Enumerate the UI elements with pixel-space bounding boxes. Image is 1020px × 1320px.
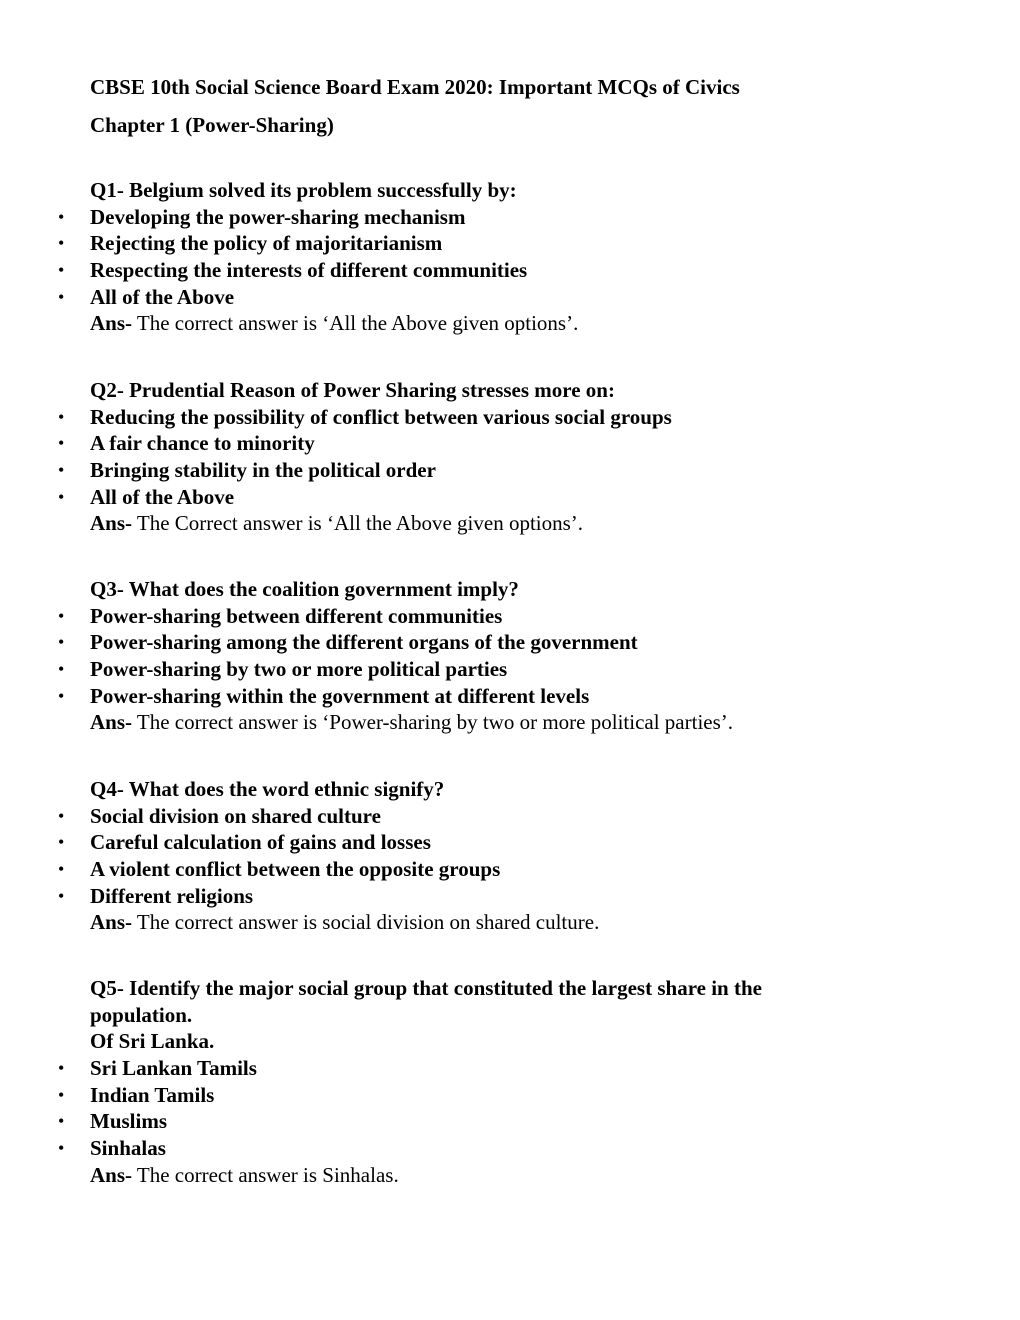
option-text: Power-sharing between different communities	[90, 603, 503, 628]
option-item	[0, 603, 1020, 630]
answer-label: Ans-	[90, 311, 133, 336]
option-item	[0, 1108, 1020, 1135]
question-block	[0, 377, 1020, 537]
bullet-icon: •	[58, 632, 65, 653]
bullet-icon: •	[58, 1084, 65, 1105]
question-text: Of Sri Lanka.	[90, 1029, 215, 1054]
question-text: Q3- What does the coalition government imply?	[90, 577, 519, 601]
option-item	[0, 457, 1020, 484]
option-text: Sri Lankan Tamils	[90, 1056, 257, 1081]
answer-label: Ans-	[90, 710, 133, 735]
bullet-icon: •	[58, 1138, 65, 1159]
option-text: Rejecting the policy of majoritarianism	[90, 231, 443, 256]
question-block	[0, 776, 1020, 936]
option-text: All of the Above	[90, 484, 235, 509]
option-item	[0, 1135, 1020, 1162]
question-block	[0, 177, 1020, 337]
bullet-icon: •	[58, 206, 65, 227]
bullet-icon: •	[58, 685, 65, 706]
answer-text: The correct answer is ‘All the Above given options’.	[132, 311, 579, 336]
question-text: Q2- Prudential Reason of Power Sharing stresses more on:	[90, 378, 615, 402]
option-text: Bringing stability in the political order	[90, 458, 436, 483]
bullet-icon: •	[58, 1058, 65, 1079]
option-text: Reducing the possibility of conflict between various social groups	[90, 404, 672, 429]
option-item	[0, 829, 1020, 856]
answer-label: Ans-	[90, 1162, 133, 1187]
option-text: Power-sharing by two or more political parties	[90, 657, 508, 682]
option-item	[0, 430, 1020, 457]
bullet-icon: •	[58, 460, 65, 481]
option-text: A violent conflict between the opposite groups	[90, 857, 501, 882]
answer-line	[0, 310, 1020, 337]
answer-label: Ans-	[90, 511, 133, 536]
option-item	[0, 656, 1020, 683]
bullet-icon: •	[58, 260, 65, 281]
answer-text: The correct answer is Sinhalas.	[132, 1162, 399, 1187]
bullet-icon: •	[58, 859, 65, 880]
answer-text: The correct answer is social division on shared culture.	[132, 910, 600, 935]
bullet-icon: •	[58, 433, 65, 454]
option-text: Careful calculation of gains and losses	[90, 830, 431, 855]
answer-text: The Correct answer is ‘All the Above given options’.	[132, 511, 584, 536]
chapter-heading: Chapter 1 (Power-Sharing)	[90, 113, 334, 137]
document-title: CBSE 10th Social Science Board Exam 2020: Important MCQs of Civics	[90, 75, 740, 99]
bullet-icon: •	[58, 286, 65, 307]
option-item	[0, 404, 1020, 431]
question-text: Q4- What does the word ethnic signify?	[90, 777, 445, 801]
bullet-icon: •	[58, 233, 65, 254]
option-text: Developing the power-sharing mechanism	[90, 204, 466, 229]
bullet-icon: •	[58, 486, 65, 507]
option-text: Muslims	[90, 1109, 168, 1134]
option-text: Social division on shared culture	[90, 803, 381, 828]
question-text: population.	[90, 1002, 193, 1027]
option-item	[0, 204, 1020, 231]
option-item	[0, 803, 1020, 830]
option-text: A fair chance to minority	[90, 431, 315, 456]
question-text: Q5- Identify the major social group that constituted the largest share in the	[90, 976, 762, 1000]
option-text: Respecting the interests of different communities	[90, 258, 528, 283]
bullet-icon: •	[58, 805, 65, 826]
option-item	[0, 1082, 1020, 1109]
answer-label: Ans-	[90, 910, 133, 935]
option-item	[0, 230, 1020, 257]
option-text: All of the Above	[90, 284, 235, 309]
question-block	[0, 975, 1020, 1189]
bullet-icon: •	[58, 1111, 65, 1132]
option-item	[0, 683, 1020, 710]
answer-line	[0, 709, 1020, 736]
option-text: Power-sharing within the government at different levels	[90, 683, 590, 708]
bullet-icon: •	[58, 832, 65, 853]
option-item	[0, 284, 1020, 311]
answer-line	[0, 510, 1020, 537]
bullet-icon: •	[58, 885, 65, 906]
option-text: Different religions	[90, 883, 254, 908]
option-item	[0, 629, 1020, 656]
bullet-icon: •	[58, 406, 65, 427]
question-block	[0, 576, 1020, 736]
question-text: Q1- Belgium solved its problem successfully by:	[90, 178, 517, 202]
option-item	[0, 257, 1020, 284]
answer-text: The correct answer is ‘Power-sharing by two or more political parties’.	[132, 710, 734, 735]
bullet-icon: •	[58, 605, 65, 626]
option-text: Power-sharing among the different organs of the government	[90, 630, 638, 655]
option-item	[0, 883, 1020, 910]
answer-line	[0, 1162, 1020, 1189]
bullet-icon: •	[58, 659, 65, 680]
option-item	[0, 484, 1020, 511]
option-item	[0, 856, 1020, 883]
option-text: Sinhalas	[90, 1136, 166, 1161]
answer-line	[0, 909, 1020, 936]
option-text: Indian Tamils	[90, 1082, 215, 1107]
option-item	[0, 1055, 1020, 1082]
